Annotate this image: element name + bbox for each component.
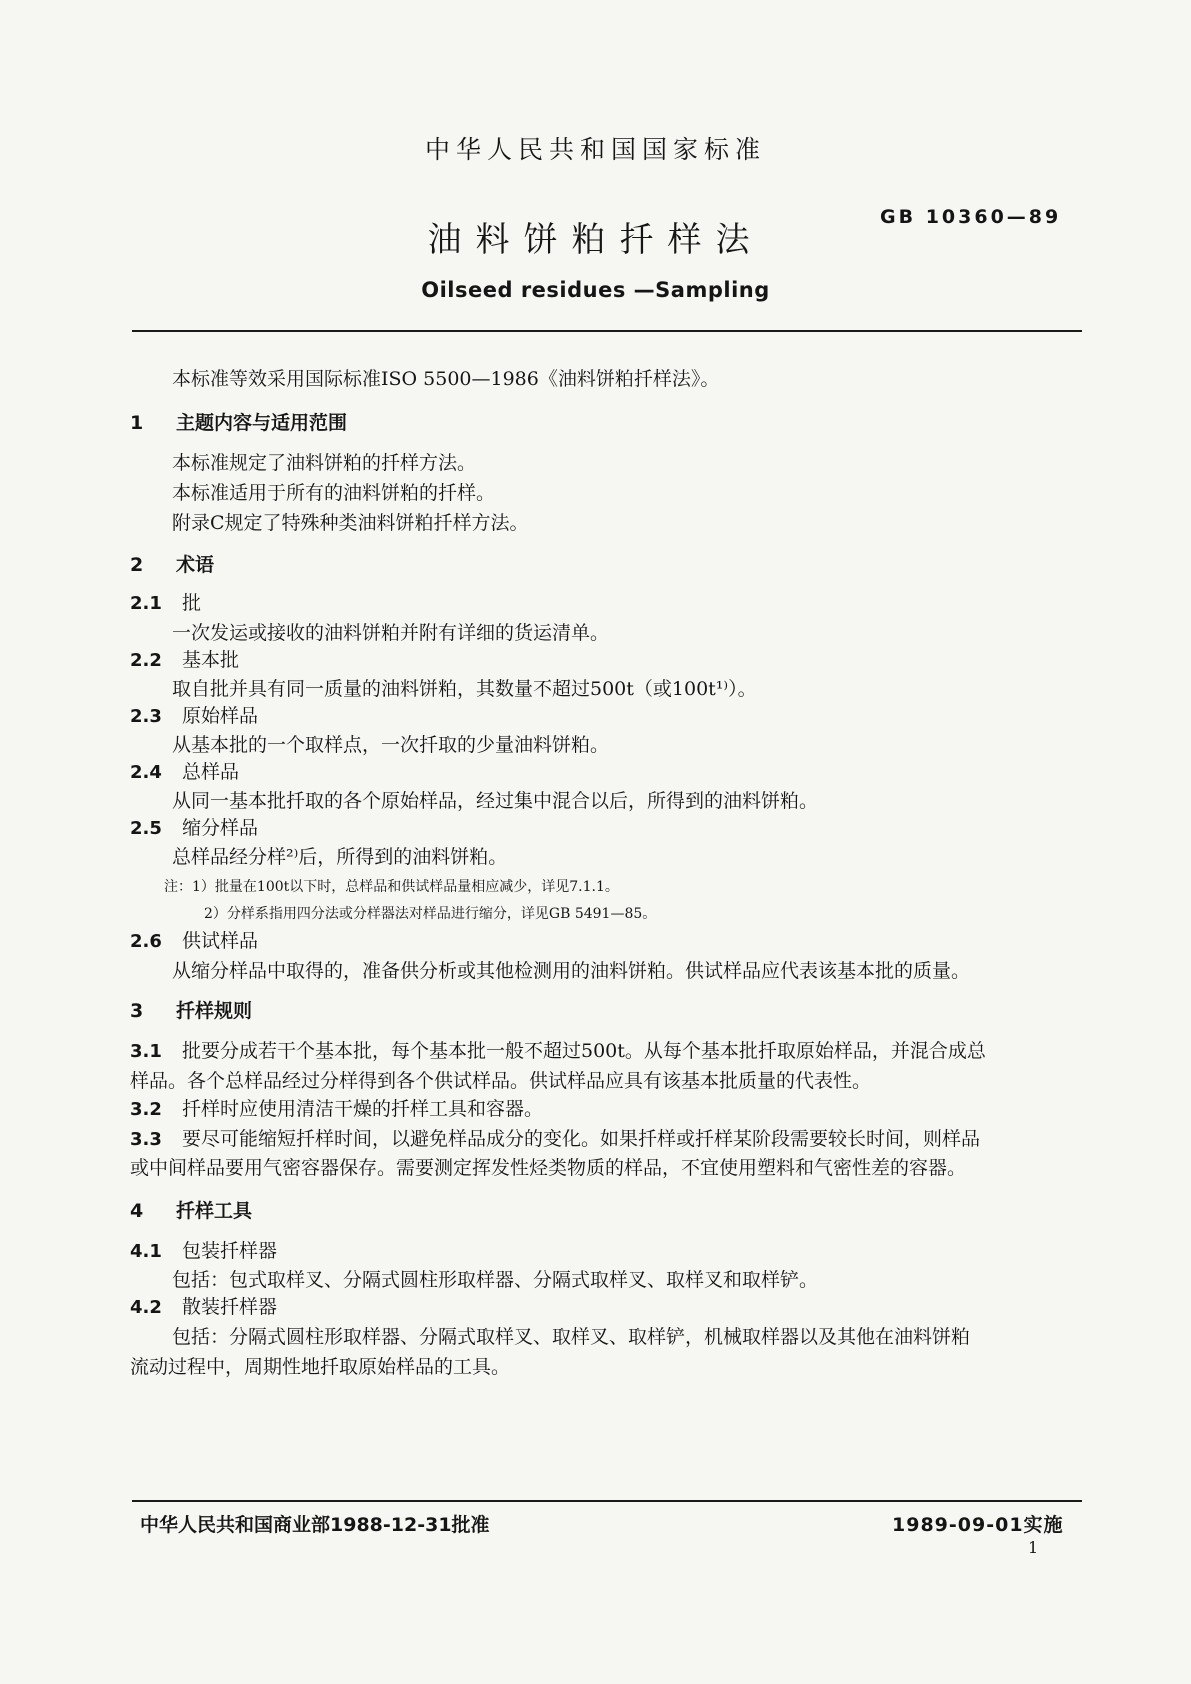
clause-4-1 xyxy=(130,1236,277,1267)
header-divider xyxy=(132,330,1082,332)
effective-date: 1989-09-01实施 xyxy=(892,1514,1064,1536)
clause-number: 3.2 xyxy=(130,1099,162,1120)
page-number: 1 xyxy=(1028,1538,1039,1557)
standard-code: GB 10360—89 xyxy=(880,206,1062,228)
clause-3-1-cont: 样品。各个总样品经过分样得到各个供试样品。供试样品应具有该基本批质量的代表性。 xyxy=(130,1070,872,1092)
clause-3-3 xyxy=(130,1124,980,1155)
section-number: 4 xyxy=(130,1200,144,1222)
term-number: 2.4 xyxy=(130,762,162,783)
clause-4-2-cont: 流动过程中，周期性地扦取原始样品的工具。 xyxy=(130,1356,511,1378)
term-number: 2.5 xyxy=(130,818,162,839)
document-title: 油料饼粕扦样法 xyxy=(427,220,764,260)
term-number: 2.6 xyxy=(130,931,162,952)
term-2-6 xyxy=(130,926,258,957)
clause-3-3-cont: 或中间样品要用气密容器保存。需要测定挥发性烃类物质的样品，不宜使用塑料和气密性差的容器。 xyxy=(130,1157,967,1179)
term-2-1-definition: 一次发运或接收的油料饼粕并附有详细的货运清单。 xyxy=(172,622,610,644)
section-title: 扦样规则 xyxy=(176,1000,253,1022)
section-1-heading xyxy=(130,408,347,435)
term-2-2-definition: 取自批并具有同一质量的油料饼粕，其数量不超过500t（或100t¹⁾）。 xyxy=(172,678,757,700)
clause-text: 要尽可能缩短扦样时间，以避免样品成分的变化。如果扦样或扦样某阶段需要较长时间，则样品 xyxy=(182,1128,981,1150)
term-number: 2.3 xyxy=(130,706,162,727)
clause-3-1 xyxy=(130,1036,986,1067)
clause-title: 包装扦样器 xyxy=(182,1240,278,1262)
clause-3-2 xyxy=(130,1094,543,1125)
term-name: 原始样品 xyxy=(182,705,259,727)
section-number: 3 xyxy=(130,1000,144,1022)
sec1-line-1: 本标准规定了油料饼粕的扦样方法。 xyxy=(172,452,477,474)
term-2-6-definition: 从缩分样品中取得的，准备供分析或其他检测用的油料饼粕。供试样品应代表该基本批的质量。 xyxy=(172,960,971,982)
clause-text: 扦样时应使用清洁干燥的扦样工具和容器。 xyxy=(182,1098,544,1120)
footer-divider xyxy=(132,1500,1082,1502)
term-2-2 xyxy=(130,645,239,676)
term-name: 基本批 xyxy=(182,649,240,671)
section-2-heading xyxy=(130,550,214,577)
term-2-5-definition: 总样品经分样²⁾后，所得到的油料饼粕。 xyxy=(172,846,508,868)
term-2-5 xyxy=(130,813,258,844)
section-title: 扦样工具 xyxy=(176,1200,253,1222)
term-2-3-definition: 从基本批的一个取样点，一次扦取的少量油料饼粕。 xyxy=(172,734,610,756)
footnote-2: 2）分样系指用四分法或分样器法对样品进行缩分，详见GB 5491—85。 xyxy=(204,906,657,922)
clause-text: 批要分成若干个基本批，每个基本批一般不超过500t。从每个基本批扦取原始样品，并混合成总 xyxy=(182,1040,986,1062)
section-title: 主题内容与适用范围 xyxy=(176,412,348,434)
clause-number: 3.1 xyxy=(130,1041,162,1062)
clause-number: 4.2 xyxy=(130,1297,162,1318)
approval-line: 中华人民共和国商业部1988-12-31批准 xyxy=(140,1514,490,1536)
term-name: 批 xyxy=(182,592,202,614)
org-title: 中华人民共和国国家标准 xyxy=(424,135,766,164)
english-title: Oilseed residues —Sampling xyxy=(421,278,770,302)
sec1-line-2: 本标准适用于所有的油料饼粕的扦样。 xyxy=(172,482,496,504)
section-4-heading xyxy=(130,1196,252,1223)
clause-4-2 xyxy=(130,1292,277,1323)
term-name: 缩分样品 xyxy=(182,817,259,839)
term-2-1 xyxy=(130,588,201,619)
footnote-1: 注：1）批量在100t以下时，总样品和供试样品量相应减少，详见7.1.1。 xyxy=(164,879,619,895)
term-name: 总样品 xyxy=(182,761,240,783)
intro-text: 本标准等效采用国际标准ISO 5500—1986《油料饼粕扦样法》。 xyxy=(172,368,720,390)
term-name: 供试样品 xyxy=(182,930,259,952)
clause-4-1-definition: 包括：包式取样叉、分隔式圆柱形取样器、分隔式取样叉、取样叉和取样铲。 xyxy=(172,1269,819,1291)
term-2-4-definition: 从同一基本批扦取的各个原始样品，经过集中混合以后，所得到的油料饼粕。 xyxy=(172,790,819,812)
clause-title: 散装扦样器 xyxy=(182,1296,278,1318)
section-number: 2 xyxy=(130,554,144,576)
term-number: 2.1 xyxy=(130,593,162,614)
clause-4-2-definition: 包括：分隔式圆柱形取样器、分隔式取样叉、取样叉、取样铲，机械取样器以及其他在油料饼粕 xyxy=(172,1326,971,1348)
section-title: 术语 xyxy=(176,554,215,576)
clause-number: 4.1 xyxy=(130,1241,162,1262)
sec1-line-3: 附录C规定了特殊种类油料饼粕扦样方法。 xyxy=(172,512,529,534)
section-3-heading xyxy=(130,996,252,1023)
term-2-3 xyxy=(130,701,258,732)
clause-number: 3.3 xyxy=(130,1129,162,1150)
section-number: 1 xyxy=(130,412,144,434)
term-2-4 xyxy=(130,757,239,788)
term-number: 2.2 xyxy=(130,650,162,671)
